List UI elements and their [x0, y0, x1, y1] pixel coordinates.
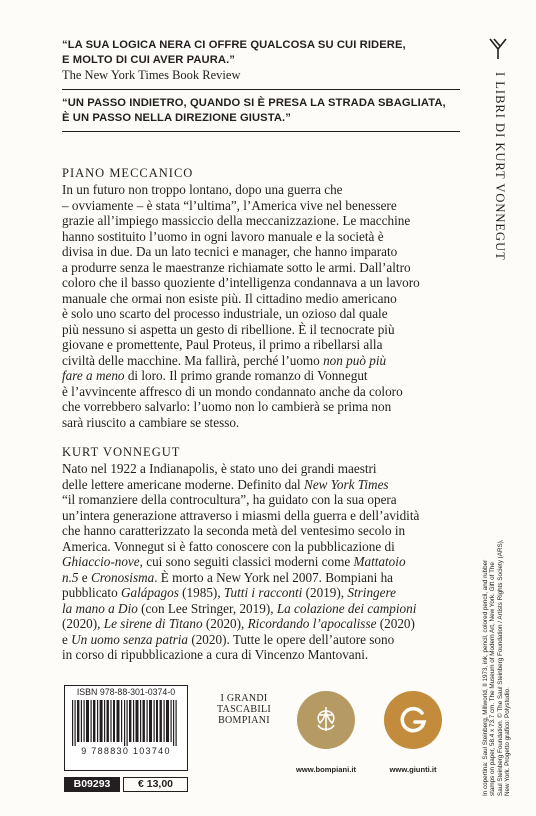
italic-phrase: Ghiaccio-nove	[62, 554, 140, 569]
text-line	[62, 601, 467, 617]
text-line: sarà riuscito a cambiare se stesso.	[62, 414, 240, 430]
series-line: TASCABILI	[216, 704, 272, 715]
italic-phrase: n.5	[62, 569, 79, 585]
text-line: più nessuno si aspetta un gesto di ribellione. È il tecnocrate più	[62, 321, 395, 337]
text-line: è l’avvincente affresco di un mondo condannato anche da coloro	[62, 383, 403, 399]
text-run: . È morto a New York nel 2007. Bompiani ha	[154, 569, 394, 585]
cover-credits	[482, 541, 512, 796]
text-run: e	[62, 631, 72, 647]
italic-phrase: Tutti i racconti	[223, 585, 303, 600]
text-line: giovane e promettente, Paul Proteus, il primo a ribellarsi alla	[62, 337, 383, 352]
text-line: “il romanziere della controcultura”, ha guidato con la sua opera	[62, 492, 397, 507]
giunti-emblem	[384, 691, 442, 749]
credit-line: New York. Progetto grafico: Polystudio.	[504, 687, 512, 796]
text-run: (2020). Tutte le opere dell’autore sono	[188, 631, 395, 647]
text-line: – ovviamente – è stata “l’ultima”, l’America vive nel benessere	[62, 197, 397, 213]
text-line: un’intera generazione attraverso i miasmi della guerra e dell’avidità	[62, 507, 420, 523]
bompiani-flower-icon	[297, 691, 355, 749]
text-line: che hanno caratterizzato la seconda metà del ventesimo secolo in	[62, 523, 406, 538]
text-line: divisa in due. Da un lato tecnici e manager, che hanno imparato	[62, 244, 398, 259]
text-line	[62, 554, 467, 570]
italic-phrase: La colazione dei campioni	[276, 600, 417, 616]
text-line	[62, 353, 467, 369]
text-run: , cui sono seguiti classici moderni come	[139, 554, 354, 569]
series-line: BOMPIANI	[218, 715, 270, 726]
text-line	[62, 477, 467, 493]
italic-phrase: Galápagos	[120, 585, 179, 600]
book-synopsis	[62, 182, 467, 430]
text-run: civiltà delle macchine. Ma fallirà, perché l’uomo	[62, 352, 324, 368]
text-run: (2020),	[202, 616, 248, 631]
giunti-g-icon	[384, 691, 442, 749]
text-line: coloro che il basso quoziente d’intelligenza condannava a un lavoro	[62, 275, 420, 290]
quote-2-line1: “UN PASSO INDIETRO, QUANDO SI È PRESA LA STRADA SBAGLIATA,	[62, 97, 446, 109]
isbn-label: ISBN 978-88-301-0374-0	[76, 687, 176, 697]
text-line: a produrre senza le maestranze richiamate sotto le armi. Dall’altro	[62, 259, 411, 275]
quote-1-text	[62, 38, 462, 68]
price-label: € 13,00	[123, 777, 188, 792]
author-section-title: KURT VONNEGUT	[62, 445, 181, 459]
text-line: che vorrebbero salvarlo: l’uomo non lo cambierà se prima non	[62, 399, 392, 414]
italic-phrase: New York Times	[304, 476, 389, 492]
italic-phrase: fare a meno	[62, 368, 125, 383]
book-section-title: PIANO MECCANICO	[62, 166, 194, 180]
spine-title: I LIBRI DI KURT VONNEGUT	[493, 72, 507, 261]
product-code-badge: B09293	[64, 777, 120, 792]
barcode-panel	[64, 685, 188, 771]
text-run: di loro. Il primo grande romanzo di Vonnegut	[124, 368, 368, 383]
giunti-url: www.giunti.it	[389, 765, 437, 774]
italic-phrase: Cronosisma	[90, 569, 155, 585]
divider	[62, 131, 460, 132]
text-run: (con Lee Stringer, 2019),	[137, 600, 277, 616]
credit-line: In copertina: Saul Steinberg, Millworld, II 1973, ink, pencil, colored pencil, and rubber	[482, 559, 489, 796]
series-line: I GRANDI	[220, 693, 268, 704]
italic-phrase: non può più	[323, 352, 387, 368]
barcode-icon	[72, 700, 180, 746]
quote-1-line2: E MOLTO DI CUI AVER PAURA.”	[62, 54, 235, 66]
quote-2-text	[62, 96, 462, 126]
text-line: è solo uno scarto del processo industriale, un ozioso dal quale	[62, 306, 388, 321]
text-line	[62, 585, 467, 601]
italic-phrase: Mattatoio	[353, 554, 406, 569]
bompiani-url: www.bompiani.it	[295, 765, 357, 774]
author-bio	[62, 461, 467, 663]
text-line: manuale che ormai non esiste più. Il cittadino medio americano	[62, 290, 397, 306]
italic-phrase: la mano a Dio	[62, 600, 138, 616]
text-line	[62, 368, 467, 384]
text-line	[62, 632, 467, 648]
text-line: In un futuro non troppo lontano, dopo una guerra che	[62, 182, 343, 197]
quote-1-source: The New York Times Book Review	[62, 68, 241, 82]
text-line	[62, 570, 467, 586]
text-line: America. Vonnegut si è fatto conoscere con la pubblicazione di	[62, 538, 395, 554]
text-run: delle lettere americane moderne. Definito dal	[62, 476, 305, 492]
quote-2-line2: È UN PASSO NELLA DIREZIONE GIUSTA.”	[62, 112, 291, 124]
text-run: (2020)	[376, 616, 415, 631]
text-run: (2019),	[302, 585, 348, 600]
divider	[62, 89, 460, 90]
text-line: in corso di ripubblicazione a cura di Vincenzo Mantovani.	[62, 647, 369, 662]
italic-phrase: Le sirene di Titano	[103, 616, 203, 631]
text-line	[62, 616, 467, 632]
text-line: Nato nel 1922 a Indianapolis, è stato uno dei grandi maestri	[62, 461, 377, 476]
text-line: grazie all’impiego massiccio della meccanizzazione. Le macchine	[62, 213, 411, 228]
series-logo	[212, 693, 276, 726]
text-run: (2020),	[62, 616, 104, 631]
italic-phrase: Ricordando l’apocalisse	[247, 616, 377, 631]
text-run: pubblicato	[62, 585, 121, 600]
italic-phrase: Un uomo senza patria	[71, 631, 189, 647]
text-line: hanno sostituito l’uomo in ogni lavoro manuale e la società è	[62, 228, 384, 244]
italic-phrase: Stringere	[347, 585, 396, 600]
text-run: (1985),	[178, 585, 224, 600]
credit-line: stamps on paper, 58.4 x 73.7 cm. The Museum of Modern Art, New York. Gift of The	[489, 562, 497, 796]
credit-line: Saul Steinberg Foundation. © The Saul Steinberg Foundation / Artists Rights Society (ARS),	[496, 539, 504, 796]
bompiani-logo-icon	[488, 36, 510, 62]
bompiani-emblem	[297, 691, 355, 749]
barcode-digits: 9 788830 103740	[81, 746, 171, 756]
text-run: e	[78, 569, 91, 585]
quote-1-line1: “LA SUA LOGICA NERA CI OFFRE QUALCOSA SU CUI RIDERE,	[62, 39, 406, 51]
